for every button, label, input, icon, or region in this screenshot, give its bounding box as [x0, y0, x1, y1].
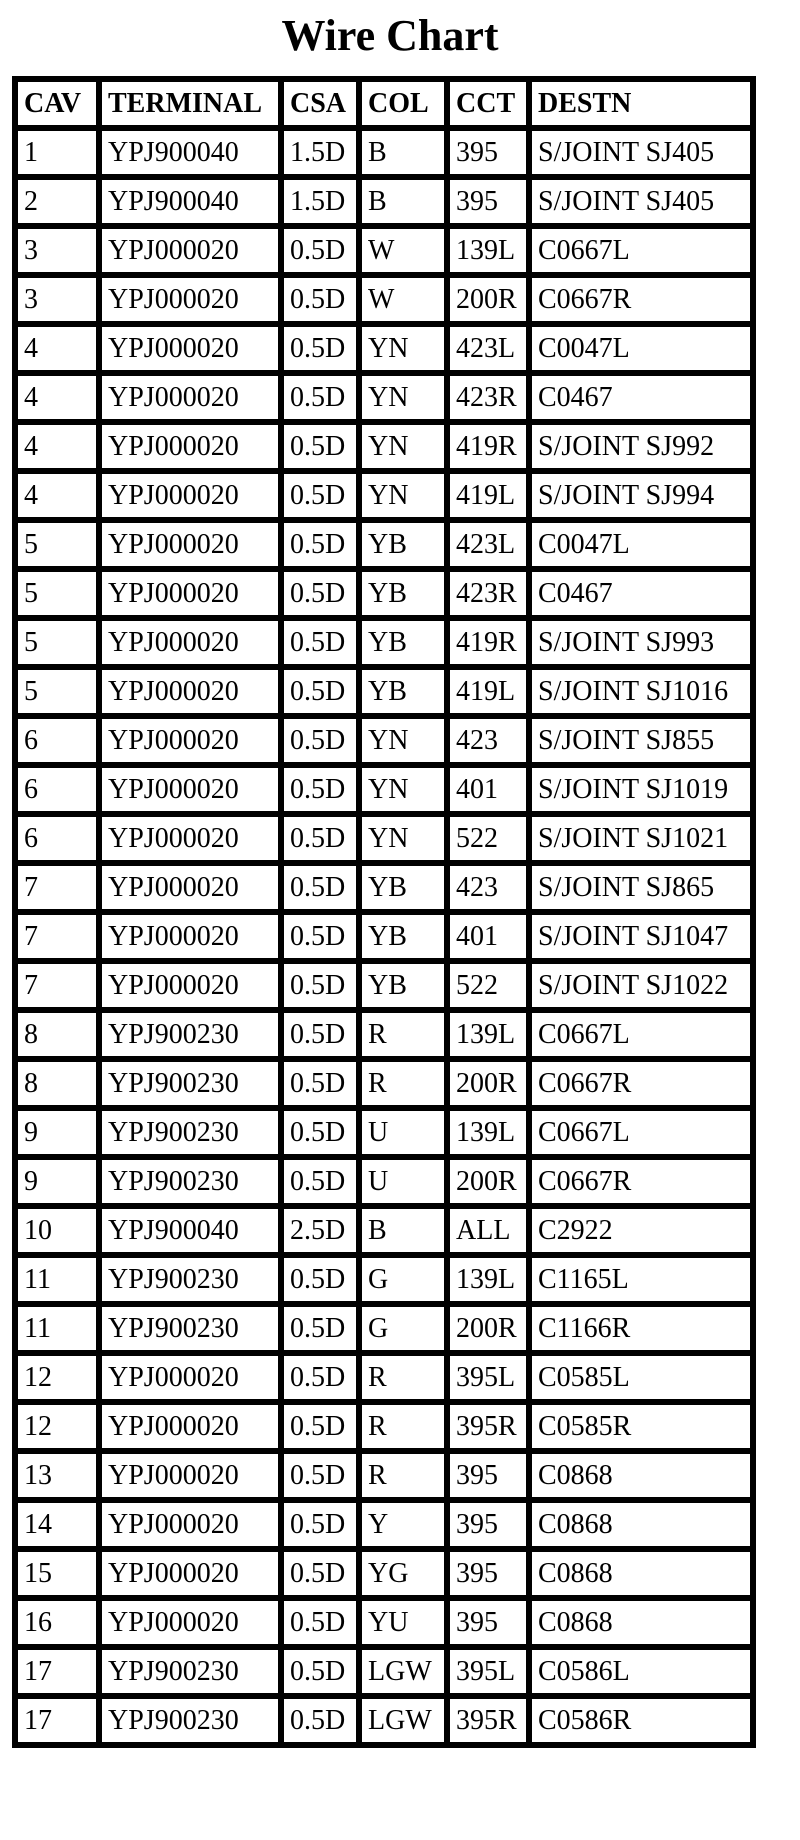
cell-csa: 0.5D	[284, 1062, 362, 1111]
cell-cct: 395	[450, 1601, 532, 1650]
cell-cct: 139L	[450, 1258, 532, 1307]
cell-cav: 6	[18, 768, 102, 817]
cell-cct: 395	[450, 1552, 532, 1601]
cell-cct: ALL	[450, 1209, 532, 1258]
table-row	[18, 1062, 756, 1111]
cell-cct: 401	[450, 768, 532, 817]
cell-col: R	[362, 1013, 450, 1062]
cell-destn: C0047L	[532, 327, 756, 376]
cell-destn: S/JOINT SJ1019	[532, 768, 756, 817]
cell-col: YB	[362, 964, 450, 1013]
table-row	[18, 131, 756, 180]
cell-col: R	[362, 1062, 450, 1111]
cell-terminal: YPJ900230	[102, 1258, 284, 1307]
cell-cav: 9	[18, 1160, 102, 1209]
cell-csa: 0.5D	[284, 1601, 362, 1650]
cell-destn: S/JOINT SJ992	[532, 425, 756, 474]
cell-cav: 11	[18, 1307, 102, 1356]
cell-terminal: YPJ000020	[102, 1405, 284, 1454]
cell-csa: 0.5D	[284, 915, 362, 964]
cell-csa: 0.5D	[284, 572, 362, 621]
cell-csa: 0.5D	[284, 1307, 362, 1356]
cell-col: LGW	[362, 1650, 450, 1699]
table-row	[18, 866, 756, 915]
page-title: Wire Chart	[281, 11, 499, 60]
cell-cav: 12	[18, 1405, 102, 1454]
cell-col: G	[362, 1258, 450, 1307]
cell-destn: C0585L	[532, 1356, 756, 1405]
cell-cct: 395	[450, 180, 532, 229]
cell-destn: S/JOINT SJ993	[532, 621, 756, 670]
cell-cct: 395	[450, 1503, 532, 1552]
cell-csa: 0.5D	[284, 474, 362, 523]
table-row	[18, 1650, 756, 1699]
cell-terminal: YPJ900230	[102, 1160, 284, 1209]
cell-terminal: YPJ000020	[102, 1503, 284, 1552]
cell-csa: 0.5D	[284, 1552, 362, 1601]
cell-cct: 423R	[450, 572, 532, 621]
table-row	[18, 719, 756, 768]
cell-cav: 7	[18, 964, 102, 1013]
cell-destn: S/JOINT SJ865	[532, 866, 756, 915]
cell-col: B	[362, 180, 450, 229]
cell-col: YG	[362, 1552, 450, 1601]
cell-destn: C0467	[532, 376, 756, 425]
cell-cav: 5	[18, 670, 102, 719]
cell-cct: 139L	[450, 1111, 532, 1160]
cell-cav: 12	[18, 1356, 102, 1405]
cell-terminal: YPJ000020	[102, 621, 284, 670]
cell-destn: C0667R	[532, 1062, 756, 1111]
header-csa: CSA	[284, 82, 362, 131]
cell-destn: C0585R	[532, 1405, 756, 1454]
cell-cav: 11	[18, 1258, 102, 1307]
table-row	[18, 1454, 756, 1503]
cell-csa: 0.5D	[284, 817, 362, 866]
cell-csa: 0.5D	[284, 1454, 362, 1503]
cell-terminal: YPJ000020	[102, 768, 284, 817]
cell-csa: 1.5D	[284, 131, 362, 180]
cell-csa: 0.5D	[284, 229, 362, 278]
cell-terminal: YPJ000020	[102, 719, 284, 768]
cell-col: YN	[362, 719, 450, 768]
wire-chart-table	[12, 76, 756, 1748]
cell-destn: S/JOINT SJ994	[532, 474, 756, 523]
cell-csa: 0.5D	[284, 621, 362, 670]
cell-csa: 0.5D	[284, 1405, 362, 1454]
table-row	[18, 1503, 756, 1552]
cell-cav: 1	[18, 131, 102, 180]
cell-cct: 401	[450, 915, 532, 964]
cell-cav: 3	[18, 278, 102, 327]
table-row	[18, 817, 756, 866]
cell-col: LGW	[362, 1699, 450, 1748]
table-row	[18, 964, 756, 1013]
cell-destn: C0667R	[532, 1160, 756, 1209]
cell-destn: C0667R	[532, 278, 756, 327]
cell-col: YB	[362, 523, 450, 572]
cell-col: YB	[362, 572, 450, 621]
table-row	[18, 1405, 756, 1454]
table-row	[18, 1209, 756, 1258]
cell-terminal: YPJ900040	[102, 1209, 284, 1258]
cell-csa: 0.5D	[284, 1650, 362, 1699]
table-row	[18, 572, 756, 621]
cell-cav: 3	[18, 229, 102, 278]
cell-csa: 0.5D	[284, 1503, 362, 1552]
cell-csa: 2.5D	[284, 1209, 362, 1258]
cell-cct: 200R	[450, 278, 532, 327]
cell-terminal: YPJ900230	[102, 1013, 284, 1062]
cell-cct: 139L	[450, 1013, 532, 1062]
table-row	[18, 180, 756, 229]
cell-terminal: YPJ000020	[102, 670, 284, 719]
header-cct: CCT	[450, 82, 532, 131]
cell-terminal: YPJ900230	[102, 1062, 284, 1111]
cell-terminal: YPJ000020	[102, 327, 284, 376]
cell-cav: 9	[18, 1111, 102, 1160]
cell-col: YN	[362, 425, 450, 474]
table-row	[18, 768, 756, 817]
cell-csa: 0.5D	[284, 1699, 362, 1748]
cell-destn: S/JOINT SJ405	[532, 131, 756, 180]
cell-csa: 0.5D	[284, 376, 362, 425]
cell-cct: 423L	[450, 327, 532, 376]
table-row	[18, 376, 756, 425]
cell-terminal: YPJ000020	[102, 1454, 284, 1503]
cell-terminal: YPJ000020	[102, 964, 284, 1013]
cell-cct: 522	[450, 964, 532, 1013]
table-row	[18, 1552, 756, 1601]
cell-cct: 419R	[450, 425, 532, 474]
cell-destn: S/JOINT SJ405	[532, 180, 756, 229]
header-cav: CAV	[18, 82, 102, 131]
table-row	[18, 1111, 756, 1160]
cell-csa: 0.5D	[284, 1160, 362, 1209]
cell-cct: 395	[450, 1454, 532, 1503]
cell-cct: 395	[450, 131, 532, 180]
cell-col: B	[362, 1209, 450, 1258]
table-row	[18, 1307, 756, 1356]
cell-cct: 200R	[450, 1307, 532, 1356]
cell-cav: 6	[18, 817, 102, 866]
table-row	[18, 327, 756, 376]
cell-col: U	[362, 1160, 450, 1209]
cell-cct: 419L	[450, 670, 532, 719]
table-row	[18, 1258, 756, 1307]
cell-csa: 1.5D	[284, 180, 362, 229]
cell-col: YN	[362, 817, 450, 866]
cell-terminal: YPJ900230	[102, 1699, 284, 1748]
cell-cav: 15	[18, 1552, 102, 1601]
cell-terminal: YPJ000020	[102, 376, 284, 425]
cell-col: YN	[362, 376, 450, 425]
cell-cct: 139L	[450, 229, 532, 278]
cell-col: W	[362, 229, 450, 278]
table-row	[18, 1699, 756, 1748]
cell-cav: 2	[18, 180, 102, 229]
cell-cct: 395L	[450, 1650, 532, 1699]
cell-csa: 0.5D	[284, 670, 362, 719]
header-row	[18, 82, 756, 131]
cell-cav: 5	[18, 572, 102, 621]
cell-csa: 0.5D	[284, 523, 362, 572]
table-row	[18, 621, 756, 670]
cell-cav: 13	[18, 1454, 102, 1503]
cell-col: YN	[362, 327, 450, 376]
cell-cav: 7	[18, 915, 102, 964]
cell-terminal: YPJ000020	[102, 866, 284, 915]
cell-destn: C0667L	[532, 1111, 756, 1160]
cell-csa: 0.5D	[284, 278, 362, 327]
cell-cav: 17	[18, 1650, 102, 1699]
table-row	[18, 474, 756, 523]
table-row	[18, 1160, 756, 1209]
cell-destn: C1165L	[532, 1258, 756, 1307]
cell-col: B	[362, 131, 450, 180]
cell-destn: C2922	[532, 1209, 756, 1258]
cell-cct: 419R	[450, 621, 532, 670]
cell-col: R	[362, 1356, 450, 1405]
header-col: COL	[362, 82, 450, 131]
cell-csa: 0.5D	[284, 1111, 362, 1160]
cell-terminal: YPJ000020	[102, 474, 284, 523]
cell-destn: C0868	[532, 1454, 756, 1503]
cell-col: YB	[362, 915, 450, 964]
cell-destn: C0868	[532, 1601, 756, 1650]
cell-col: YN	[362, 474, 450, 523]
cell-csa: 0.5D	[284, 964, 362, 1013]
cell-cav: 17	[18, 1699, 102, 1748]
cell-cav: 5	[18, 523, 102, 572]
cell-cct: 423L	[450, 523, 532, 572]
cell-cav: 4	[18, 474, 102, 523]
cell-terminal: YPJ900230	[102, 1111, 284, 1160]
cell-col: R	[362, 1454, 450, 1503]
cell-col: YU	[362, 1601, 450, 1650]
cell-col: R	[362, 1405, 450, 1454]
cell-destn: C0667L	[532, 1013, 756, 1062]
cell-cav: 16	[18, 1601, 102, 1650]
cell-destn: C0586L	[532, 1650, 756, 1699]
table-row	[18, 670, 756, 719]
cell-cct: 395R	[450, 1405, 532, 1454]
cell-destn: S/JOINT SJ855	[532, 719, 756, 768]
cell-cct: 200R	[450, 1062, 532, 1111]
table-row	[18, 1013, 756, 1062]
cell-cct: 423	[450, 719, 532, 768]
cell-cav: 5	[18, 621, 102, 670]
cell-cav: 4	[18, 425, 102, 474]
header-destn: DESTN	[532, 82, 756, 131]
cell-cav: 6	[18, 719, 102, 768]
cell-csa: 0.5D	[284, 327, 362, 376]
cell-col: W	[362, 278, 450, 327]
cell-col: YN	[362, 768, 450, 817]
cell-csa: 0.5D	[284, 1258, 362, 1307]
table-row	[18, 1356, 756, 1405]
cell-terminal: YPJ900040	[102, 180, 284, 229]
cell-destn: C0868	[532, 1503, 756, 1552]
cell-cct: 419L	[450, 474, 532, 523]
cell-col: YB	[362, 866, 450, 915]
cell-terminal: YPJ900040	[102, 131, 284, 180]
cell-destn: C0047L	[532, 523, 756, 572]
cell-col: YB	[362, 670, 450, 719]
table-body	[18, 131, 756, 1748]
cell-cav: 10	[18, 1209, 102, 1258]
cell-terminal: YPJ000020	[102, 817, 284, 866]
cell-cct: 423	[450, 866, 532, 915]
cell-col: G	[362, 1307, 450, 1356]
cell-cct: 395L	[450, 1356, 532, 1405]
table-row	[18, 915, 756, 964]
cell-csa: 0.5D	[284, 866, 362, 915]
cell-terminal: YPJ900230	[102, 1307, 284, 1356]
cell-terminal: YPJ000020	[102, 425, 284, 474]
table-row	[18, 229, 756, 278]
cell-csa: 0.5D	[284, 1013, 362, 1062]
table-row	[18, 278, 756, 327]
cell-cct: 395R	[450, 1699, 532, 1748]
table-row	[18, 523, 756, 572]
cell-destn: C0467	[532, 572, 756, 621]
cell-cct: 423R	[450, 376, 532, 425]
cell-csa: 0.5D	[284, 1356, 362, 1405]
cell-terminal: YPJ900230	[102, 1650, 284, 1699]
cell-destn: C0868	[532, 1552, 756, 1601]
cell-col: Y	[362, 1503, 450, 1552]
cell-terminal: YPJ000020	[102, 1601, 284, 1650]
cell-terminal: YPJ000020	[102, 229, 284, 278]
cell-cav: 7	[18, 866, 102, 915]
cell-destn: S/JOINT SJ1016	[532, 670, 756, 719]
cell-terminal: YPJ000020	[102, 1356, 284, 1405]
cell-destn: S/JOINT SJ1021	[532, 817, 756, 866]
cell-terminal: YPJ000020	[102, 278, 284, 327]
cell-destn: C1166R	[532, 1307, 756, 1356]
cell-cav: 8	[18, 1013, 102, 1062]
cell-destn: S/JOINT SJ1022	[532, 964, 756, 1013]
table-header	[18, 82, 756, 131]
cell-col: YB	[362, 621, 450, 670]
cell-destn: C0586R	[532, 1699, 756, 1748]
cell-csa: 0.5D	[284, 768, 362, 817]
cell-terminal: YPJ000020	[102, 572, 284, 621]
cell-cav: 4	[18, 376, 102, 425]
cell-destn: S/JOINT SJ1047	[532, 915, 756, 964]
cell-terminal: YPJ000020	[102, 523, 284, 572]
cell-cct: 200R	[450, 1160, 532, 1209]
cell-cct: 522	[450, 817, 532, 866]
header-terminal: TERMINAL	[102, 82, 284, 131]
cell-col: U	[362, 1111, 450, 1160]
cell-csa: 0.5D	[284, 425, 362, 474]
cell-destn: C0667L	[532, 229, 756, 278]
cell-terminal: YPJ000020	[102, 1552, 284, 1601]
cell-csa: 0.5D	[284, 719, 362, 768]
cell-terminal: YPJ000020	[102, 915, 284, 964]
table-row	[18, 1601, 756, 1650]
cell-cav: 4	[18, 327, 102, 376]
cell-cav: 14	[18, 1503, 102, 1552]
table-row	[18, 425, 756, 474]
cell-cav: 8	[18, 1062, 102, 1111]
